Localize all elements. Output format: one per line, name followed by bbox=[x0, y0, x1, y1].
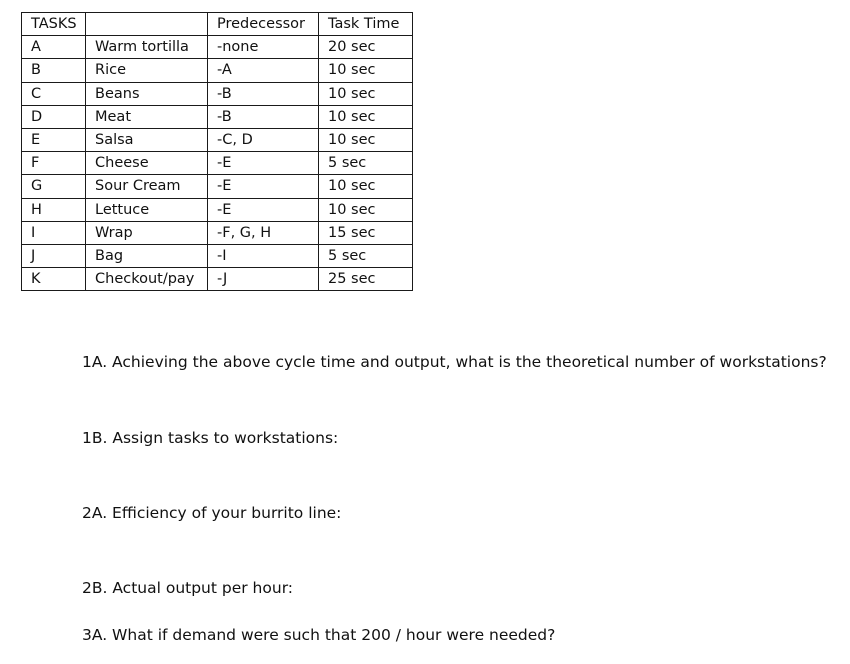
task-letter: C bbox=[22, 82, 86, 105]
header-predecessor: Predecessor bbox=[208, 13, 319, 36]
table-row bbox=[22, 59, 413, 82]
question-1a: 1A. Achieving the above cycle time and output, what is the theoretical number of workstations? bbox=[82, 353, 827, 371]
header-task-name bbox=[86, 13, 208, 36]
question-1b: 1B. Assign tasks to workstations: bbox=[82, 429, 339, 447]
task-time: 10 sec bbox=[319, 128, 413, 151]
task-predecessor: -E bbox=[208, 198, 319, 221]
table-row bbox=[22, 152, 413, 175]
question-2a: 2A. Efficiency of your burrito line: bbox=[82, 504, 342, 522]
table-row bbox=[22, 221, 413, 244]
task-time: 15 sec bbox=[319, 221, 413, 244]
task-time: 10 sec bbox=[319, 105, 413, 128]
task-name: Lettuce bbox=[86, 198, 208, 221]
question-2b: 2B. Actual output per hour: bbox=[82, 579, 294, 597]
table-row bbox=[22, 36, 413, 59]
task-predecessor: -A bbox=[208, 59, 319, 82]
task-predecessor: -E bbox=[208, 152, 319, 175]
task-predecessor: -I bbox=[208, 244, 319, 267]
table-row bbox=[22, 268, 413, 291]
task-name: Beans bbox=[86, 82, 208, 105]
table-row bbox=[22, 244, 413, 267]
task-predecessor: -F, G, H bbox=[208, 221, 319, 244]
table-row bbox=[22, 198, 413, 221]
task-letter: K bbox=[22, 268, 86, 291]
task-time: 10 sec bbox=[319, 175, 413, 198]
task-time: 20 sec bbox=[319, 36, 413, 59]
task-time: 10 sec bbox=[319, 59, 413, 82]
task-predecessor: -C, D bbox=[208, 128, 319, 151]
task-name: Bag bbox=[86, 244, 208, 267]
table-row bbox=[22, 82, 413, 105]
task-name: Checkout/pay bbox=[86, 268, 208, 291]
task-letter: H bbox=[22, 198, 86, 221]
task-letter: E bbox=[22, 128, 86, 151]
tasks-table-body bbox=[22, 13, 413, 291]
task-time: 10 sec bbox=[319, 82, 413, 105]
tasks-table bbox=[21, 12, 413, 291]
question-3a: 3A. What if demand were such that 200 / hour were needed? bbox=[82, 626, 556, 644]
table-header-row bbox=[22, 13, 413, 36]
task-name: Salsa bbox=[86, 128, 208, 151]
task-name: Wrap bbox=[86, 221, 208, 244]
task-name: Sour Cream bbox=[86, 175, 208, 198]
task-letter: I bbox=[22, 221, 86, 244]
task-letter: B bbox=[22, 59, 86, 82]
task-time: 10 sec bbox=[319, 198, 413, 221]
task-predecessor: -none bbox=[208, 36, 319, 59]
task-letter: D bbox=[22, 105, 86, 128]
task-time: 25 sec bbox=[319, 268, 413, 291]
task-predecessor: -J bbox=[208, 268, 319, 291]
table-row bbox=[22, 105, 413, 128]
table-row bbox=[22, 175, 413, 198]
task-name: Rice bbox=[86, 59, 208, 82]
task-time: 5 sec bbox=[319, 152, 413, 175]
header-tasks: TASKS bbox=[22, 13, 86, 36]
task-name: Meat bbox=[86, 105, 208, 128]
task-name: Cheese bbox=[86, 152, 208, 175]
task-letter: A bbox=[22, 36, 86, 59]
header-task-time: Task Time bbox=[319, 13, 413, 36]
task-letter: J bbox=[22, 244, 86, 267]
task-predecessor: -E bbox=[208, 175, 319, 198]
task-letter: G bbox=[22, 175, 86, 198]
task-name: Warm tortilla bbox=[86, 36, 208, 59]
task-time: 5 sec bbox=[319, 244, 413, 267]
task-predecessor: -B bbox=[208, 105, 319, 128]
task-predecessor: -B bbox=[208, 82, 319, 105]
table-row bbox=[22, 128, 413, 151]
task-letter: F bbox=[22, 152, 86, 175]
